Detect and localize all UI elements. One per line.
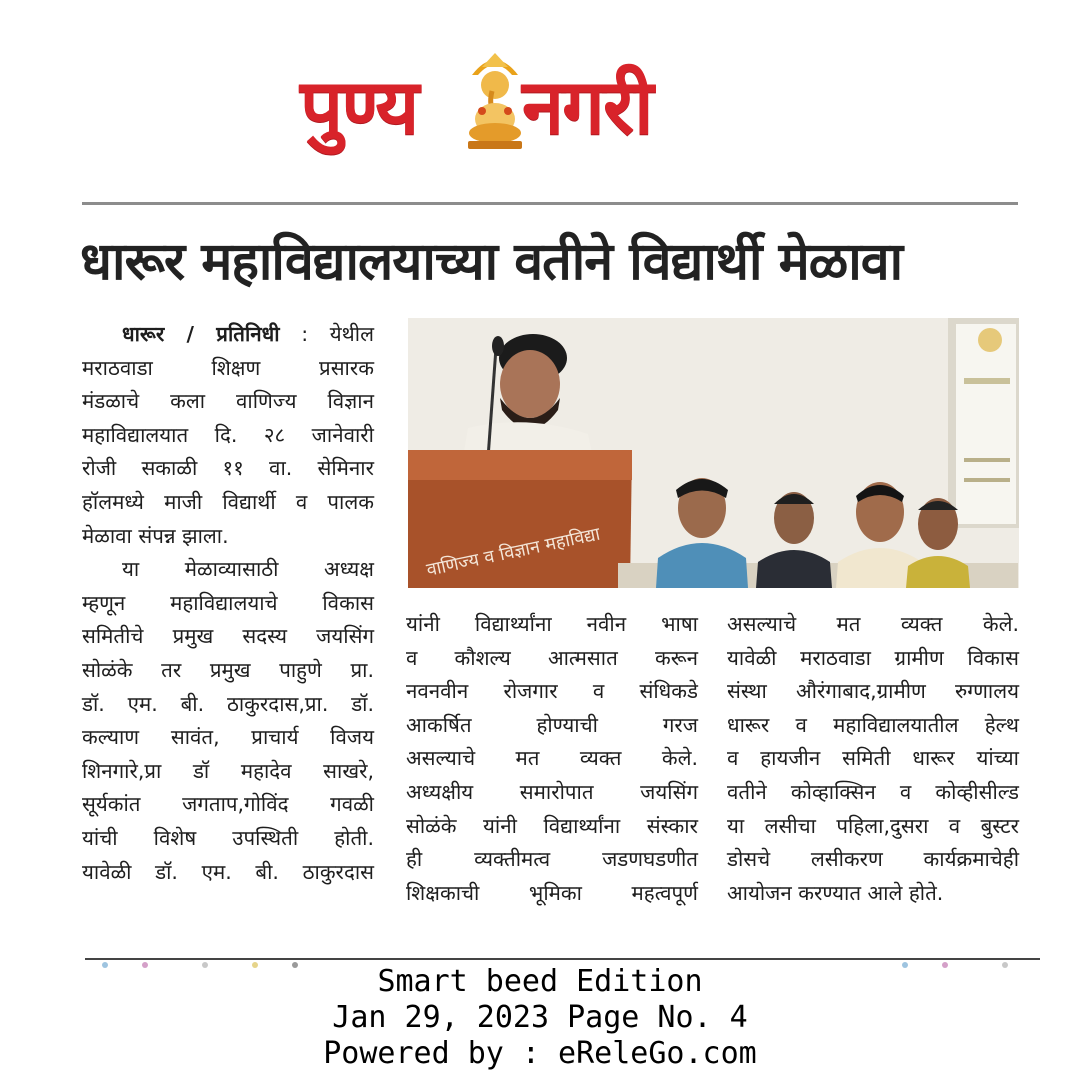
masthead-logo (300, 45, 740, 170)
article-line: यावेळी मराठवाडा ग्रामीण विकास (727, 645, 1019, 670)
masthead-word-2: नगरी (522, 62, 652, 151)
article-line: कल्याण सावंत, प्राचार्य विजय (82, 725, 374, 750)
event-photo-illustration (408, 318, 1019, 588)
powered-by-label: Powered by : eReleGo.com (323, 1036, 757, 1071)
article-column-1 (82, 318, 374, 889)
article-line: व कौशल्य आत्मसात करून (406, 645, 698, 670)
ganesha-idol-icon (460, 45, 530, 155)
article-line: डॉ. एम. बी. ठाकुरदास,प्रा. डॉ. (82, 691, 374, 716)
article-line: सोळंके यांनी विद्यार्थ्यांना संस्कार (406, 813, 698, 838)
article-line: या मेळाव्यासाठी अध्यक्ष (122, 557, 374, 582)
article-line: शिनगारे,प्रा डॉ महादेव साखरे, (82, 758, 374, 783)
article-line: मंडळाचे कला वाणिज्य विज्ञान (82, 389, 374, 414)
article-line: यांची विशेष उपस्थिती होती. (82, 825, 374, 850)
article-line: समितीचे प्रमुख सदस्य जयसिंग (82, 624, 374, 649)
bottom-divider (85, 958, 1040, 960)
article-line: सोळंके तर प्रमुख पाहुणे प्रा. (82, 657, 374, 682)
article-line: धारूर / प्रतिनिधी : येथील (122, 322, 374, 346)
article-line: ही व्यक्तीमत्व जडणघडणीत (406, 847, 698, 872)
masthead-word-1: पुण्य (300, 62, 418, 151)
article-line: वतीने कोव्हाक्सिन व कोव्हीसील्ड (727, 779, 1019, 804)
dateline: धारूर / प्रतिनिधी (122, 322, 280, 346)
article-headline: धारूर महाविद्यालयाच्या वतीने विद्यार्थी मेळावा (80, 232, 903, 292)
date-page-label: Jan 29, 2023 Page No. 4 (332, 1000, 748, 1035)
article-column-3 (727, 608, 1019, 910)
article-line: मेळावा संपन्न झाला. (82, 523, 229, 548)
article-line: मराठवाडा शिक्षण प्रसारक (82, 355, 374, 380)
article-line: रोजी सकाळी ११ वा. सेमिनार (82, 456, 374, 481)
article-line: महाविद्यालयात दि. २८ जानेवारी (82, 422, 374, 447)
article-line: यावेळी डॉ. एम. बी. ठाकुरदास (82, 859, 374, 884)
podium-text: वाणिज्य व विज्ञान महाविद्या (424, 523, 602, 581)
top-divider (82, 202, 1018, 205)
article-column-2 (406, 608, 698, 910)
article-line: संस्था औरंगाबाद,ग्रामीण रुग्णालय (727, 679, 1019, 704)
article-line: हॉलमध्ये माजी विद्यार्थी व पालक (82, 489, 374, 514)
article-line: यांनी विद्यार्थ्यांना नवीन भाषा (406, 612, 698, 636)
article-line: असल्याचे मत व्यक्त केले. (406, 746, 698, 771)
article-line: आयोजन करण्यात आले होते. (727, 880, 944, 905)
article-line: सूर्यकांत जगताप,गोविंद गवळी (82, 792, 374, 817)
article-photo (408, 318, 1019, 588)
article-line: डोसचे लसीकरण कार्यक्रमाचेही (727, 847, 1019, 872)
article-line: म्हणून महाविद्यालयाचे विकास (82, 590, 374, 615)
article-line: व हायजीन समिती धारूर यांच्या (727, 746, 1019, 771)
article-line: नवनवीन रोजगार व संधिकडे (406, 679, 698, 704)
article-line: या लसीचा पहिला,दुसरा व बुस्टर (727, 813, 1019, 838)
article-line: शिक्षकाची भूमिका महत्वपूर्ण (406, 880, 698, 905)
article-line: आकर्षित होण्याची गरज (406, 712, 698, 737)
article-line: अध्यक्षीय समारोपात जयसिंग (406, 779, 698, 804)
article-line: धारूर व महाविद्यालयातील हेल्थ (727, 712, 1019, 737)
edition-label: Smart beed Edition (377, 964, 703, 999)
article-line: असल्याचे मत व्यक्त केले. (727, 612, 1019, 636)
